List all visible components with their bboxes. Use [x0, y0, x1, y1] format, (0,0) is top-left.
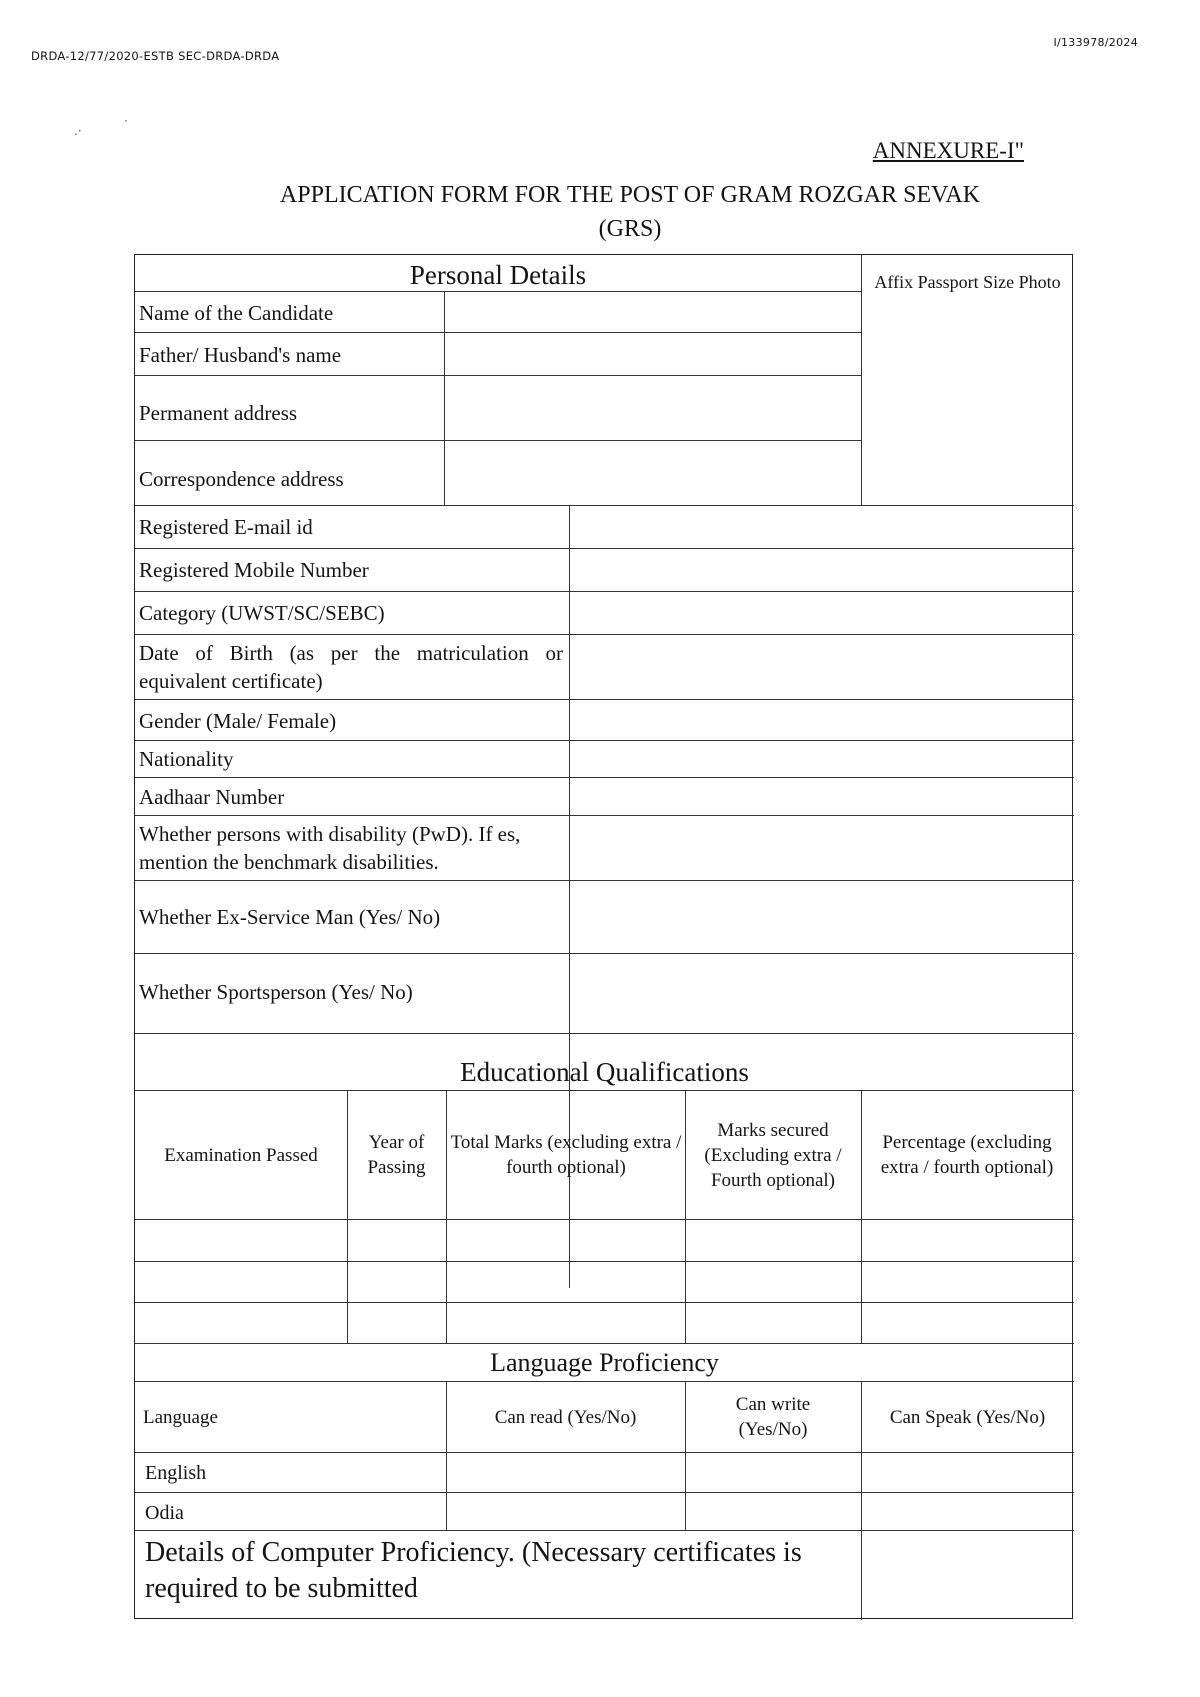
field-input-ex-serviceman[interactable] [571, 882, 1072, 952]
rule [135, 1343, 1074, 1344]
personal-details-heading: Personal Details [409, 260, 587, 290]
education-row-2[interactable] [135, 1263, 1074, 1301]
language-odia-responses[interactable] [448, 1494, 1072, 1529]
field-label-gender: Gender (Male/ Female) [139, 709, 337, 733]
field-input-pwd[interactable] [571, 817, 1072, 879]
rule [135, 440, 861, 441]
scan-speck: · [124, 114, 128, 128]
field-label-nationality: Nationality [139, 747, 234, 771]
field-label-name: Name of the Candidate [139, 301, 334, 325]
form-title [180, 178, 1080, 246]
language-row-english: English [145, 1462, 207, 1484]
photo-box[interactable] [864, 255, 1072, 504]
rule [135, 591, 1074, 592]
field-input-sportsperson[interactable] [571, 955, 1072, 1032]
field-label-pwd: Whether persons with disability (PwD). If es, mention the benchmark disabilities. [139, 822, 521, 874]
computer-proficiency-label: Details of Computer Proficiency. (Necessary certificates is required to be submitted [145, 1537, 802, 1604]
rule [135, 880, 1074, 881]
rule [135, 548, 1074, 549]
rule [135, 777, 1074, 778]
rule [135, 1492, 1074, 1493]
col-header-can-speak: Can Speak (Yes/No) [889, 1406, 1046, 1428]
rule [135, 1261, 1074, 1262]
document-number: I/133978/2024 [1053, 36, 1138, 49]
rule [135, 1381, 1074, 1382]
form-title-line2: (GRS) [598, 216, 662, 242]
col-header-examination: Examination Passed [164, 1144, 318, 1166]
col-header-can-read: Can read (Yes/No) [494, 1406, 637, 1428]
field-input-email[interactable] [571, 507, 1072, 547]
rule [135, 291, 861, 292]
field-input-father-husband[interactable] [446, 334, 859, 374]
rule [135, 699, 1074, 700]
field-label-mobile: Registered Mobile Number [139, 558, 369, 582]
photo-box-border [861, 255, 862, 505]
file-reference: DRDA-12/77/2020-ESTB SEC-DRDA-DRDA [31, 49, 280, 63]
rule [135, 375, 861, 376]
col-header-can-write: Can write (Yes/No) [735, 1394, 811, 1440]
field-input-aadhaar[interactable] [571, 779, 1072, 814]
language-proficiency-heading: Language Proficiency [490, 1348, 719, 1377]
field-label-sportsperson: Whether Sportsperson (Yes/ No) [139, 980, 413, 1004]
rule [135, 332, 861, 333]
field-label-ex-serviceman: Whether Ex-Service Man (Yes/ No) [139, 905, 441, 929]
field-input-correspondence-address[interactable] [446, 442, 859, 504]
rule [135, 1530, 1074, 1531]
field-label-aadhaar: Aadhaar Number [139, 785, 285, 809]
field-input-date-of-birth[interactable] [571, 636, 1072, 698]
rule [135, 953, 1074, 954]
field-label-email: Registered E-mail id [139, 515, 313, 539]
photo-box-label: Affix Passport Size Photo [874, 272, 1061, 292]
rule [135, 1452, 1074, 1453]
language-row-odia: Odia [145, 1502, 184, 1524]
education-row-1[interactable] [135, 1221, 1074, 1260]
field-input-gender[interactable] [571, 701, 1072, 739]
field-input-mobile[interactable] [571, 550, 1072, 590]
field-input-name[interactable] [446, 293, 859, 331]
field-label-category: Category (UWST/SC/SEBC) [139, 601, 385, 625]
rule [135, 815, 1074, 816]
field-input-permanent-address[interactable] [446, 377, 859, 439]
col-header-year-of-passing: Year of Passing [367, 1132, 426, 1178]
annexure-label: ANNEXURE-I" [872, 138, 1024, 163]
field-label-permanent-address: Permanent address [139, 401, 298, 425]
field-input-category[interactable] [571, 593, 1072, 633]
language-english-responses[interactable] [448, 1454, 1072, 1491]
col-header-language: Language [143, 1406, 218, 1428]
rule [135, 1033, 1074, 1034]
form-title-line1: APPLICATION FORM FOR THE POST OF GRAM ROZGAR SEVAK [279, 182, 981, 208]
rule [135, 740, 1074, 741]
rule [135, 505, 1074, 506]
educational-qualifications-heading: Educational Qualifications [460, 1057, 749, 1087]
field-label-date-of-birth: Date of Birth (as per the matriculation or equivalent certificate) [139, 641, 563, 693]
rule [135, 634, 1074, 635]
col-header-percentage: Percentage (excluding extra / fourth optional) [880, 1132, 1054, 1178]
education-row-3[interactable] [135, 1304, 1074, 1342]
field-label-correspondence-address: Correspondence address [139, 467, 344, 491]
col-header-total-marks: Total Marks (excluding extra / fourth optional) [450, 1132, 682, 1178]
rule [446, 1381, 447, 1530]
application-form [134, 254, 1073, 1619]
field-input-nationality[interactable] [571, 742, 1072, 776]
rule [135, 1219, 1074, 1220]
rule [135, 1090, 1074, 1091]
scan-speck: .· [74, 124, 82, 138]
field-label-father-husband: Father/ Husband's name [139, 343, 342, 367]
rule [135, 1302, 1074, 1303]
rule [444, 291, 445, 505]
col-header-marks-secured: Marks secured (Excluding extra / Fourth optional) [704, 1119, 842, 1191]
computer-proficiency-input[interactable] [863, 1532, 1072, 1618]
